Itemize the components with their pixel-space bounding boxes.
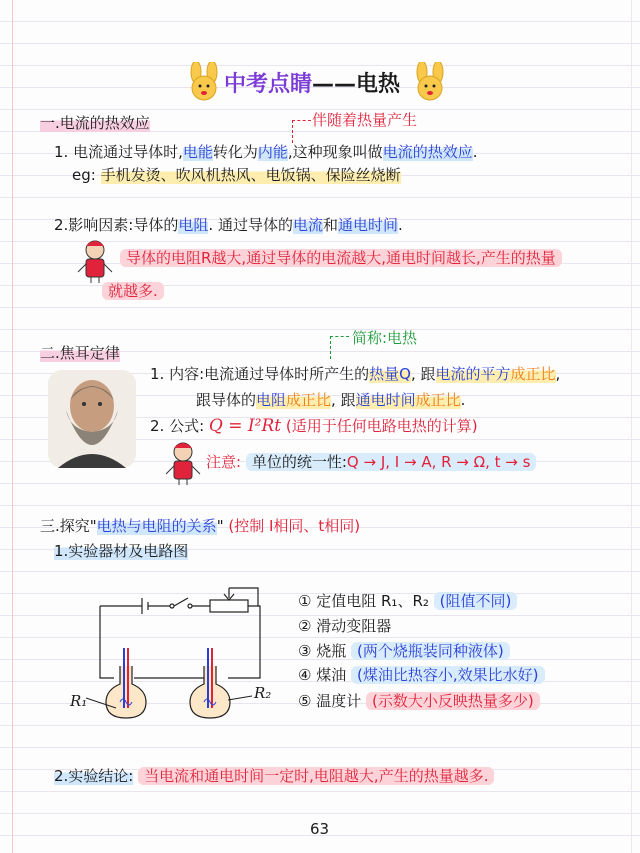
- equipment-item-1: ① 定值电阻 R₁、R₂ (阻值不同): [298, 590, 517, 611]
- label-r2: R₂: [254, 684, 272, 702]
- wire-left: [100, 606, 114, 678]
- s3-conclusion: 2.实验结论: 当电流和通电时间一定时,电阻越大,产生的热量越多.: [54, 765, 494, 786]
- s2-content-line-1: 1. 内容:电流通过导体时所产生的热量Q, 跟电流的平方成正比,: [150, 365, 561, 383]
- s2-unit-line: 注意: 单位的统一性:Q → J, I → A, R → Ω, t → s: [206, 451, 536, 472]
- title-topic: 电热: [356, 72, 401, 97]
- bunny-icon-right: [412, 62, 448, 102]
- section-1-heading: 一.电流的热效应: [40, 114, 150, 132]
- section-1-note: 伴随着热量产生: [312, 111, 418, 129]
- character-icon-2: [162, 440, 204, 486]
- s1-conclusion-line-1: 导体的电阻R越大,通过导体的电流越大,通电时间越长,产生的热量: [120, 247, 562, 268]
- bunny-icon-left: [186, 62, 222, 102]
- switch-blade: [174, 598, 188, 606]
- s1-point-2: 2.影响因素:导体的电阻. 通过导体的电流和通电时间.: [54, 216, 403, 234]
- right-margin-line: [631, 0, 632, 853]
- section-3-heading: 三.探究"电热与电阻的关系" (控制 I相同、t相同): [40, 517, 361, 535]
- r2-pointer: [228, 696, 252, 700]
- rheostat: [210, 600, 248, 612]
- section-2-heading: 二.焦耳定律: [40, 344, 120, 362]
- note-arrow: [292, 120, 311, 143]
- label-r1: R₁: [70, 692, 88, 710]
- equipment-item-5: ⑤ 温度计 (示数大小反映热量多少): [298, 690, 540, 711]
- circuit-diagram: [62, 578, 282, 728]
- section-2-note: 简称:电热: [352, 329, 418, 347]
- s2-formula-line: 2. 公式: Q = I²Rt (适用于任何电路电热的计算): [150, 416, 478, 436]
- formula: Q = I²Rt: [208, 416, 282, 436]
- equipment-item-4: ④ 煤油 (煤油比热容小,效果比水好): [298, 664, 545, 685]
- margin-line: [12, 0, 13, 853]
- equipment-item-2: ② 滑动变阻器: [298, 617, 392, 635]
- joule-portrait-image: [48, 370, 136, 468]
- switch-contact: [170, 604, 174, 608]
- note-arrow-green: [330, 336, 349, 359]
- s3-sub-1: 1.实验器材及电路图: [54, 542, 189, 560]
- wire-right: [228, 606, 260, 678]
- flask-r1: [106, 648, 146, 718]
- s2-content-line-2: 跟导体的电阻成正比, 跟通电时间成正比.: [196, 391, 466, 409]
- page-number: 63: [310, 820, 330, 838]
- flask-r2: [190, 648, 230, 718]
- character-icon-1: [74, 238, 116, 284]
- title-main: 中考点睛: [224, 72, 313, 97]
- s1-point-1: 1. 电流通过导体时,电能转化为内能,这种现象叫做电流的热效应.: [54, 143, 478, 161]
- s1-examples: eg: 手机发烫、吹风机热风、电饭锅、保险丝烧断: [72, 166, 401, 184]
- page-title: [224, 67, 400, 98]
- equipment-item-3: ③ 烧瓶 (两个烧瓶装同种液体): [298, 640, 510, 661]
- title-dash: ——: [312, 72, 357, 97]
- s1-conclusion-line-2: 就越多.: [102, 280, 164, 301]
